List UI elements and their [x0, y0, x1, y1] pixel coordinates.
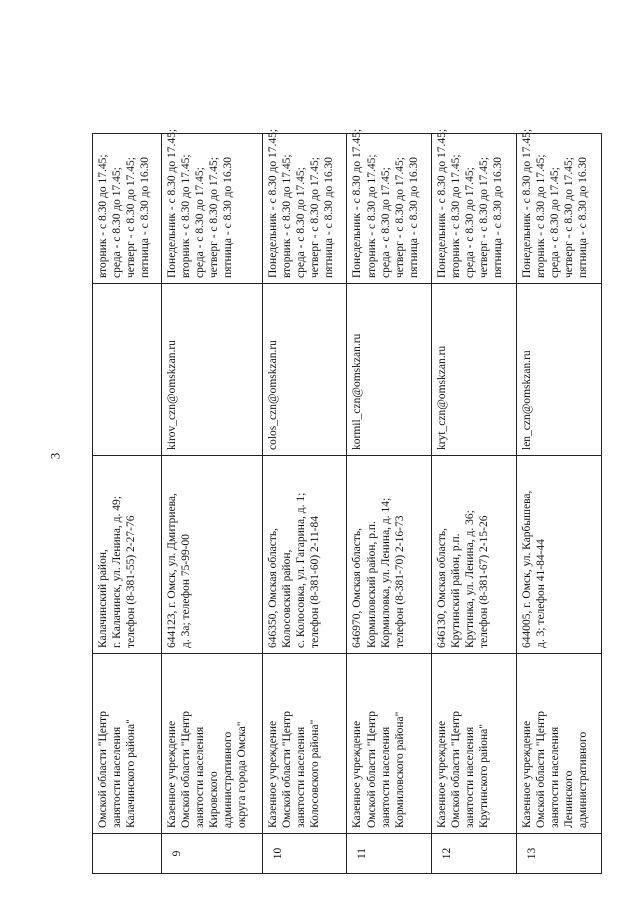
institution-name-line: Казенное учреждение	[521, 720, 534, 828]
institution-email: kirov_czn@omskzan.ru	[162, 284, 262, 456]
table-row	[347, 134, 432, 874]
institution-name-line: Омской области "Центр	[97, 711, 109, 828]
working-hours-line: среда - с 8.30 до 17.45;	[379, 167, 392, 278]
institution-name-line: Кормиловского района"	[393, 711, 406, 828]
institution-email: len_czn@omskzan.ru	[517, 284, 602, 456]
institution-name-line: Кировского	[208, 771, 221, 828]
institution-address-line: Кормиловка, ул. Ленина, д. 14;	[379, 497, 392, 648]
institution-name-line: административного	[222, 731, 235, 828]
table-row	[517, 134, 602, 874]
working-hours	[347, 128, 432, 284]
institution-name	[162, 654, 262, 834]
institution-address-line: г. Калачинск, ул. Ленина, д. 49;	[111, 496, 124, 648]
institution-address-line: д. 3; телефон 41-84-44	[535, 539, 548, 648]
working-hours	[262, 128, 347, 284]
working-hours-line: пятница - с 8.30 до 16.30	[322, 157, 335, 278]
working-hours-line: Понедельник - с 8.30 до 17.45;	[266, 128, 279, 278]
institution-name	[93, 654, 162, 834]
institution-address-line: 644005, г. Омск, ул. Карбышева,	[521, 490, 534, 648]
institution-address-line: телефон (8-381-67) 2-15-26	[478, 515, 491, 648]
institution-name-line: Калачинского района"	[125, 719, 138, 828]
institution-address-line: Крутинка, ул. Ленина, д. 36;	[464, 510, 477, 648]
institution-name	[517, 654, 602, 834]
working-hours-line: среда - с 8.30 до 17.45;	[549, 167, 562, 278]
working-hours-line: пятница - с 8.30 до 16.30	[222, 157, 235, 278]
table-row	[262, 134, 347, 874]
working-hours-line: четверг - с 8.30 до 17.45;	[208, 157, 221, 278]
institution-name-line: Казенное учреждение	[266, 720, 279, 828]
working-hours-line: пятница - с 8.30 до 16.30	[577, 157, 590, 278]
working-hours-line: среда - с 8.30 до 17.45;	[294, 167, 307, 278]
institution-name-line: занятости населения	[294, 726, 307, 828]
table-row	[162, 134, 262, 874]
institution-name-line: Ленинского	[563, 770, 576, 828]
institution-address-line: д. 3а; телефон 75-99-00	[180, 533, 193, 648]
institution-name-line: Омской области "Центр	[180, 711, 193, 828]
table-row	[432, 134, 517, 874]
institution-address-line: телефон (8-381-70) 2-16-73	[393, 515, 406, 648]
working-hours-line: среда - с 8.30 до 17.45;	[111, 167, 124, 278]
working-hours-line: среда - с 8.30 до 17.45;	[464, 167, 477, 278]
institution-name	[262, 654, 347, 834]
institution-name-line: занятости населения	[111, 726, 124, 828]
institution-address-line: с. Колосовка, ул. Гагарина, д. 1;	[294, 492, 307, 648]
institution-name-line: округа города Омска"	[236, 721, 249, 828]
institution-name-line: занятости населения	[194, 726, 207, 828]
row-number: 9	[162, 834, 262, 874]
institution-address-line: 646970, Омская область,	[351, 527, 364, 648]
working-hours	[93, 134, 162, 284]
institution-address-line: 646130, Омская область,	[436, 527, 449, 648]
working-hours-line: четверг - с 8.30 до 17.45;	[308, 157, 321, 278]
working-hours	[432, 128, 517, 284]
institution-address-line: телефон (8-381-55) 2-27-76	[125, 515, 138, 648]
institution-address-line: 644123, г. Омск, ул. Дмитриева,	[166, 493, 179, 648]
working-hours-line: четверг - с 8.30 до 17.45;	[563, 157, 576, 278]
page-number: 3	[47, 452, 63, 460]
institution-name	[347, 654, 432, 834]
institution-email: kormil_czn@omskzan.ru	[347, 284, 432, 456]
institution-address	[262, 456, 347, 654]
institution-name-line: занятости населения	[549, 726, 562, 828]
institution-name-line: административного	[577, 731, 590, 828]
working-hours-line: вторник - с 8.30 до 17.45;	[535, 154, 548, 278]
institution-name-line: Казенное учреждение	[351, 720, 364, 828]
institution-email	[93, 284, 162, 456]
row-number	[93, 834, 162, 874]
institution-name-line: Крутинского района"	[478, 724, 491, 828]
institution-name-line: Казенное учреждение	[166, 720, 179, 828]
institution-address	[347, 456, 432, 654]
institution-email: colos_czn@omskzan.ru	[262, 284, 347, 456]
institution-address	[432, 456, 517, 654]
institution-address	[93, 456, 162, 654]
row-number: 12	[432, 834, 517, 874]
institution-address-line: 646350, Омская область,	[266, 527, 279, 648]
institution-address-line: Колосовский район,	[280, 549, 293, 648]
working-hours-line: четверг - с 8.30 до 17.45;	[125, 157, 138, 278]
institution-name-line: Казенное учреждение	[436, 720, 449, 828]
working-hours-line: Понедельник - с 8.30 до 17.45;	[436, 128, 449, 278]
working-hours-line: Понедельник - с 8.30 до 17.45;	[521, 128, 534, 278]
employment-centers-table	[92, 128, 602, 874]
institution-address-line: Крутинский район, р.п.	[450, 533, 463, 648]
working-hours-line: вторник - с 8.30 до 17.45;	[97, 154, 109, 278]
working-hours-line: пятница - с 8.30 до 16.30	[139, 157, 152, 278]
row-number: 10	[262, 834, 347, 874]
row-number: 11	[347, 834, 432, 874]
institution-address-line: Калачинский район,	[97, 549, 109, 648]
working-hours	[517, 128, 602, 284]
table-body	[93, 128, 602, 874]
working-hours-line: вторник - с 8.30 до 17.45;	[280, 154, 293, 278]
institution-name-line: Колосовского района"	[308, 719, 321, 828]
institution-name-line: Омской области "Центр	[280, 711, 293, 828]
working-hours-line: четверг - с 8.30 до 17.45;	[393, 157, 406, 278]
working-hours-line: Понедельник - с 8.30 до 17.45;	[351, 128, 364, 278]
row-number: 13	[517, 834, 602, 874]
institution-address	[517, 456, 602, 654]
institution-name-line: занятости населения	[464, 726, 477, 828]
working-hours-line: пятница - с 8.30 до 16.30	[492, 157, 505, 278]
working-hours-line: четверг - с 8.30 до 17.45;	[478, 157, 491, 278]
rotated-table-container	[92, 128, 602, 874]
working-hours-line: среда - с 8.30 до 17.45;	[194, 167, 207, 278]
working-hours-line: вторник - с 8.30 до 17.45;	[180, 154, 193, 278]
institution-address-line: Кормиловский район, р.п.	[365, 521, 378, 648]
working-hours-line: вторник - с 8.30 до 17.45;	[450, 154, 463, 278]
institution-name	[432, 654, 517, 834]
institution-name-line: Омской области "Центр	[535, 711, 548, 828]
table-row	[93, 134, 162, 874]
institution-name-line: Омской области "Центр	[450, 711, 463, 828]
working-hours	[162, 128, 262, 284]
institution-name-line: занятости населения	[379, 726, 392, 828]
institution-email: kryt_czn@omskzan.ru	[432, 284, 517, 456]
institution-address-line: телефон (8-381-60) 2-11-84	[308, 515, 321, 648]
working-hours-line: пятница - с 8.30 до 16.30	[407, 157, 420, 278]
institution-name-line: Омской области "Центр	[365, 711, 378, 828]
institution-address	[162, 456, 262, 654]
working-hours-line: вторник - с 8.30 до 17.45;	[365, 154, 378, 278]
working-hours-line: Понедельник - с 8.30 до 17.45;	[166, 128, 179, 278]
